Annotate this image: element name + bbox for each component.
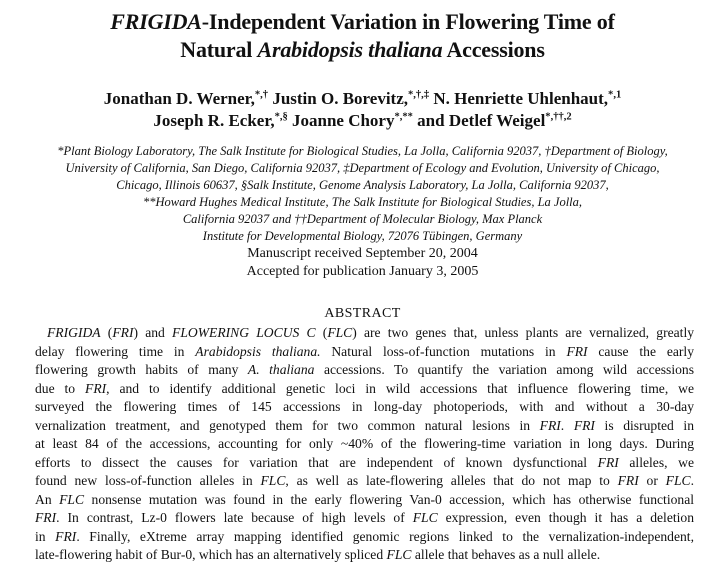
abstract-text: allele that behaves as a null allele. — [411, 547, 601, 562]
italic-term: FLC — [665, 473, 691, 488]
abstract-text: due to — [35, 380, 86, 396]
affiliation-line: California 92037 and ††Department of Molecular Biology, Max Planck — [182, 212, 543, 226]
author-name: and Detlef Weigel — [412, 111, 546, 130]
abstract-line — [35, 454, 694, 473]
title-line-2-prefix: Natural — [180, 37, 258, 62]
italic-term: FLC — [59, 491, 85, 507]
title-species-name: Arabidopsis thaliana — [257, 37, 443, 62]
abstract-line — [35, 509, 694, 528]
author-name: Jonathan D. Werner, — [103, 89, 255, 108]
italic-term: FRI — [539, 417, 561, 433]
author-affiliation-marks: *,§ — [274, 111, 288, 123]
author-affiliation-marks: *,††,2 — [545, 111, 572, 123]
abstract-text: is disrupted in — [594, 417, 694, 433]
title-line-1 — [0, 8, 725, 36]
author-affiliation-marks: *,** — [394, 111, 413, 123]
abstract-text: surveyed the flowering times of 145 accessions in long-day photoperiods, with and without a 30-day — [35, 399, 694, 414]
abstract-text: expression, even though it has a deletion — [437, 510, 694, 525]
affiliation-line: *Plant Biology Laboratory, The Salk Institute for Biological Studies, La Jolla, California 92037, †Department of Biology, — [57, 144, 668, 158]
italic-term: A. thaliana — [247, 362, 315, 377]
italic-term: FRI — [112, 325, 134, 340]
authors-line-1 — [0, 88, 725, 110]
italic-term: FLC — [386, 547, 412, 562]
italic-term: FLOWERING LOCUS C — [172, 325, 316, 340]
title-line-1-rest: -Independent Variation in Flowering Time of — [201, 9, 615, 34]
abstract-text: accessions. To quantify the variation among wild accessions — [314, 362, 694, 377]
abstract-text: , as well as late-flowering alleles that do not map to — [285, 473, 618, 488]
abstract-line — [35, 361, 694, 380]
abstract-line — [35, 528, 694, 547]
italic-term: FRI — [35, 510, 57, 525]
abstract-line — [35, 398, 694, 417]
authors-line-2 — [0, 110, 725, 132]
abstract-text: at least 84 of the accessions, accounting for only ~40% of the flowering-time variation in long days. During — [35, 436, 694, 451]
abstract-text: ) are two genes that, unless plants are vernalized, greatly — [352, 325, 694, 340]
italic-term: FRIGIDA — [47, 325, 101, 340]
abstract-text: An — [35, 491, 60, 507]
italic-term: FRI — [597, 454, 619, 470]
italic-term: FLC — [327, 325, 353, 340]
italic-term: FLC — [412, 510, 438, 525]
affiliations — [0, 143, 725, 245]
affiliation-line: University of California, San Diego, California 92037, ‡Department of Ecology and Evolution, University of Chicago, — [65, 161, 660, 175]
abstract-line — [35, 491, 694, 510]
author-name: N. Henriette Uhlenhaut, — [429, 89, 609, 108]
abstract-text: ( — [100, 325, 113, 340]
abstract-line — [35, 435, 694, 454]
author-affiliation-marks: *,†,‡ — [408, 89, 430, 101]
abstract-text: . In contrast, Lz-0 flowers late because of high levels of — [56, 510, 413, 525]
abstract-text: Natural loss-of-function mutations in — [320, 343, 567, 359]
abstract-body — [35, 324, 694, 565]
abstract-text: efforts to dissect the causes for variation that are independent of known dysfunctional — [35, 454, 598, 470]
manuscript-dates — [0, 245, 725, 281]
author-name: Justin O. Borevitz, — [268, 89, 409, 108]
italic-term: FRI — [573, 417, 595, 433]
author-affiliation-marks: *,† — [254, 89, 269, 101]
abstract-text: in — [35, 528, 56, 544]
abstract-text: . Finally, eXtreme array mapping identified genomic regions linked to the vernalization-independent, — [76, 528, 694, 544]
accepted-date: Accepted for publication January 3, 2005 — [246, 264, 479, 279]
abstract-text: late-flowering habit of Bur-0, which has an alternatively spliced — [35, 547, 387, 562]
title-gene-name: FRIGIDA — [110, 9, 202, 34]
received-date: Manuscript received September 20, 2004 — [247, 246, 478, 261]
italic-term: FRI — [85, 380, 107, 396]
italic-term: FLC — [260, 473, 286, 488]
abstract-heading: ABSTRACT — [324, 306, 401, 321]
italic-term: FRI — [617, 473, 639, 488]
abstract-text: ( — [315, 325, 328, 340]
abstract-text: alleles, we — [618, 454, 694, 470]
abstract-text: vernalization treatment, and genotyped them for two common natural lesions in — [35, 417, 540, 433]
abstract-text: cause the early — [587, 343, 694, 359]
title-line-2-suffix: Accessions — [442, 37, 545, 62]
abstract-text: . — [560, 417, 574, 433]
author-name: Joanne Chory — [287, 111, 395, 130]
abstract-text: or — [638, 473, 666, 488]
abstract-text: flowering growth habits of many — [35, 362, 248, 377]
italic-term: Arabidopsis thaliana. — [195, 343, 321, 359]
italic-term: FRI — [55, 528, 77, 544]
abstract-line — [35, 380, 694, 399]
abstract-text: delay flowering time in — [35, 343, 196, 359]
author-name: Joseph R. Ecker, — [153, 111, 275, 130]
affiliation-line: Institute for Developmental Biology, 72076 Tübingen, Germany — [202, 229, 523, 243]
affiliation-line: **Howard Hughes Medical Institute, The Salk Institute for Biological Studies, La Jolla, — [142, 195, 583, 209]
abstract-line — [35, 417, 694, 436]
italic-term: FRI — [566, 343, 588, 359]
abstract-text: found new loss-of-function alleles in — [35, 473, 261, 488]
affiliation-line: Chicago, Illinois 60637, §Salk Institute, Genome Analysis Laboratory, La Jolla, California 92037, — [116, 178, 609, 192]
abstract-text: ) and — [133, 325, 173, 340]
abstract-text: . — [690, 473, 694, 488]
abstract-line — [35, 324, 694, 343]
abstract-text: nonsense mutation was found in the early flowering Van-0 accession, which has otherwise functional — [84, 491, 694, 507]
abstract-line — [35, 546, 694, 565]
title-line-2 — [0, 36, 725, 64]
abstract-text: , and to identify additional genetic loci in wild accessions that influence flowering time, we — [106, 380, 694, 396]
abstract-line — [35, 472, 694, 491]
abstract-line — [35, 343, 694, 362]
author-affiliation-marks: *,1 — [608, 89, 622, 101]
